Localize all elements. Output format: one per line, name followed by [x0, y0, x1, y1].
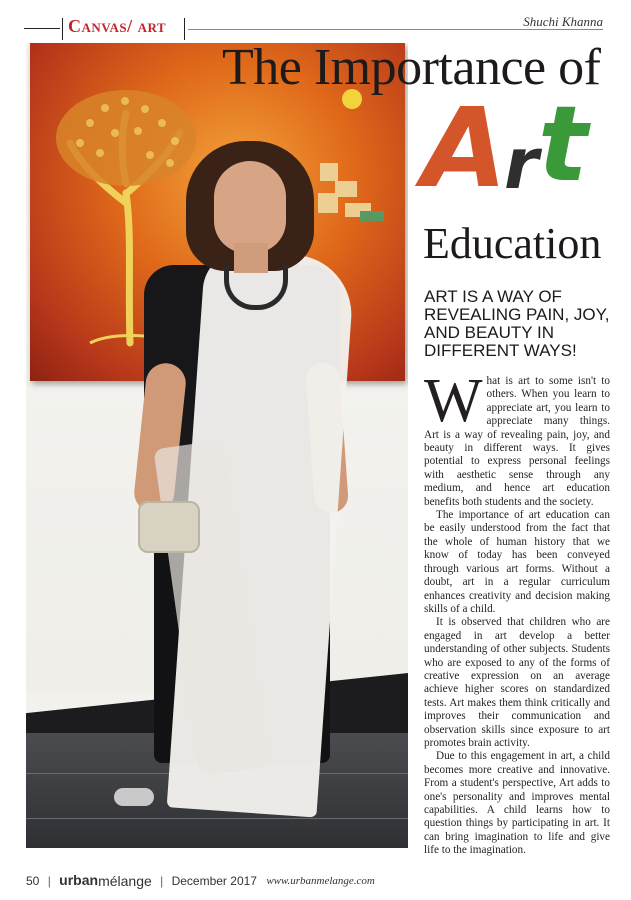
header-rule	[24, 28, 60, 29]
headline-art-word	[418, 83, 614, 212]
brand-part-a: urban	[59, 872, 99, 888]
magazine-brand	[59, 872, 152, 889]
paragraph: The importance of art education can be easily understood from the fact that the whole of human history that we know of today has been conveyed through various art forms. Without a doubt, art in a regular curriculum enhances creativity and decision making skills of a child.	[424, 509, 610, 615]
article-body	[424, 367, 610, 858]
art-letter-a: A	[422, 84, 508, 212]
issue-date: December 2017	[171, 873, 257, 888]
paragraph	[424, 367, 610, 509]
clutch-bag	[138, 501, 200, 553]
header-divider	[62, 18, 63, 40]
feature-photo	[26, 43, 408, 848]
paragraph: It is observed that children who are engaged in art develop a better understanding of other subjects. Students who are exposed to any of the forms of creative expression on an average achieve higher scores on standardized tests. Art makes them think critically and improves their communication and observation skills since exposure to art promotes brain activity.	[424, 616, 610, 749]
drop-cap: W	[424, 367, 483, 435]
headline-line-3: Education	[423, 219, 602, 268]
author-byline: Shuchi Khanna	[523, 14, 603, 29]
art-letter-r: r	[504, 123, 539, 205]
paragraph-text: hat is art to some isn't to others. When you learn to appreciate art, you learn to appreciate many things. Art is a way of revealing pain, joy, and beauty in different ways. It gives potential to express personal feelings with aesthetic sense through any medium, and hence art education benefits both students and the society.	[424, 375, 610, 508]
headline-line-1: The Importance of	[222, 39, 601, 96]
brand-part-b: mélange	[98, 873, 152, 890]
art-letter-t: t	[538, 83, 588, 205]
silver-shoe	[114, 788, 154, 806]
magazine-url[interactable]: www.urbanmelange.com	[266, 874, 375, 887]
tagline: ART IS A WAY OF REVEALING PAIN, JOY, AND BEAUTY IN DIFFERENT WAYS!	[424, 287, 610, 360]
paragraph: Due to this engagement in art, a child becomes more creative and innovative. From a student's perspective, Art adds to one's personality and improves mental capabilities. A child learns how to question things by participating in art. It can bring imagination to life and give life to the imagination.	[424, 750, 610, 857]
footer-divider: |	[160, 873, 164, 888]
page-number: 50	[26, 873, 40, 888]
footer-divider: |	[47, 873, 51, 888]
header-divider	[184, 18, 185, 40]
face	[214, 161, 286, 253]
section-label: Canvas/ art	[68, 16, 167, 36]
page-footer	[26, 872, 375, 888]
section-header	[24, 14, 167, 38]
